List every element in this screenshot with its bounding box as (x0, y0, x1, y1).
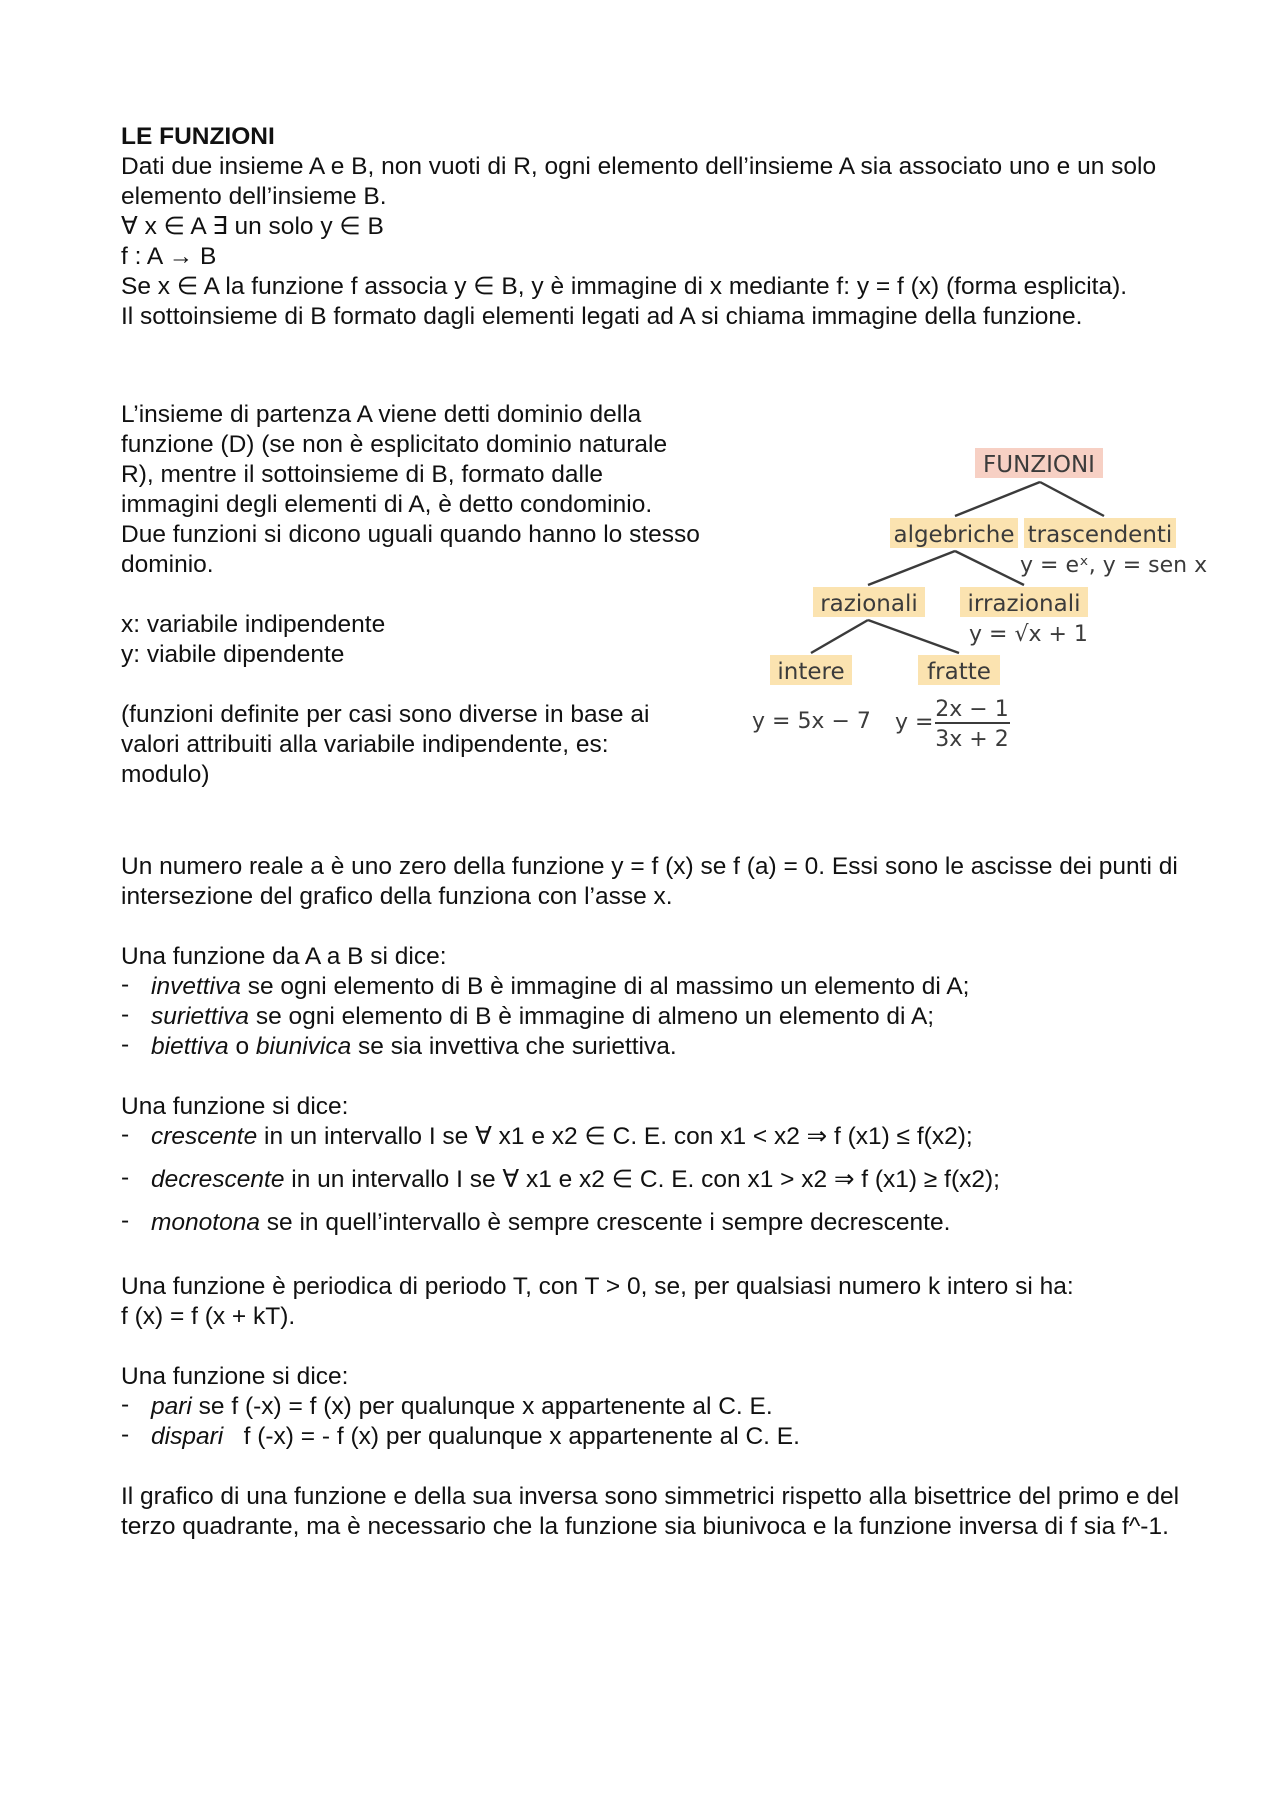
razionali-to-fratte-line (868, 620, 959, 653)
zero-section (121, 852, 1181, 912)
irrazionali-example: y = √x + 1 (969, 622, 1088, 647)
equal-functions-text: Due funzioni si dicono uguali quando hanno lo stesso dominio. (121, 521, 700, 578)
monotone-list (121, 1122, 1181, 1238)
domain-section (121, 400, 701, 790)
algebriche-to-irrazionali-line (955, 551, 1024, 585)
algebriche-label: algebriche (893, 522, 1015, 548)
trascendenti-label: trascendenti (1027, 522, 1173, 548)
intro-definition: Dati due insieme A e B, non vuoti di R, ogni elemento dell’insieme A sia associato uno e un solo elemento dell’insieme B. (121, 153, 1157, 210)
monotone-section (121, 1092, 1181, 1251)
root-label: FUNZIONI (983, 452, 1095, 478)
fratte-y-label: y = (895, 710, 934, 735)
intro-explicit-form: Se x ∈ A la funzione f associa y ∈ B, y è immagine di x mediante f: y = f (x) (forma esplicita). (121, 273, 1128, 300)
list-item-odd: - dispari f (-x) = - f (x) per qualunque x appartenente al C. E. (121, 1422, 1181, 1452)
page-title: LE FUNZIONI (121, 123, 275, 150)
fratte-numerator: 2x − 1 (935, 697, 1009, 722)
algebriche-to-razionali-line (868, 551, 955, 585)
parity-heading: Una funzione si dice: (121, 1363, 349, 1390)
intere-label: intere (777, 659, 845, 685)
periodic-formula: f (x) = f (x + kT). (121, 1303, 296, 1330)
razionali-label: razionali (820, 591, 918, 617)
irrazionali-label: irrazionali (967, 591, 1081, 617)
injective-list (121, 972, 1181, 1062)
list-item-surjective: - suriettiva se ogni elemento di B è immagine di almeno un elemento di A; (121, 1002, 1181, 1032)
inverse-section (121, 1482, 1181, 1542)
injective-section (121, 942, 1181, 1062)
injective-heading: Una funzione da A a B si dice: (121, 943, 447, 970)
list-item-even: - pari se f (-x) = f (x) per qualunque x appartenente al C. E. (121, 1392, 1181, 1422)
root-to-trascendenti-line (1040, 482, 1104, 516)
periodic-section (121, 1272, 1181, 1332)
fratte-denominator: 3x + 2 (935, 727, 1009, 752)
fratte-label: fratte (927, 659, 991, 685)
list-item-injective: - invettiva se ogni elemento di B è immagine di al massimo un elemento di A; (121, 972, 1181, 1002)
functions-classification-diagram (740, 445, 1210, 765)
dependent-variable: y: viabile dipendente (121, 641, 345, 668)
list-item-monotone: - monotona se in quell’intervallo è sempre crescente i sempre decrescente. (121, 1208, 1181, 1238)
intro-image-definition: Il sottoinsieme di B formato dagli elementi legati ad A si chiama immagine della funzione. (121, 303, 1083, 330)
trascendenti-example: y = eˣ, y = sen x (1020, 553, 1208, 578)
intere-example: y = 5x − 7 (752, 709, 871, 734)
parity-section (121, 1362, 1181, 1452)
intro-mapping: f : A → B (121, 243, 217, 270)
root-to-algebriche-line (955, 482, 1040, 516)
periodic-definition: Una funzione è periodica di periodo T, con T > 0, se, per qualsiasi numero k intero si ha: (121, 1273, 1074, 1300)
list-item-bijective: - biettiva o biunivica se sia invettiva che suriettiva. (121, 1032, 1181, 1062)
piecewise-note: (funzioni definite per casi sono diverse in base ai valori attribuiti alla variabile indipendente, es: modulo) (121, 701, 650, 788)
list-item-decreasing: - decrescente in un intervallo I se ∀ x1 e x2 ∈ C. E. con x1 > x2 ⇒ f (x1) ≥ f(x2); (121, 1165, 1181, 1195)
intro-section (121, 122, 1181, 332)
intro-quantifier: ∀ x ∈ A ∃ un solo y ∈ B (121, 213, 384, 240)
razionali-to-intere-line (811, 620, 868, 653)
monotone-heading: Una funzione si dice: (121, 1093, 349, 1120)
zero-definition: Un numero reale a è uno zero della funzione y = f (x) se f (a) = 0. Essi sono le ascisse dei punti di intersezione del grafico della funziona con l’asse x. (121, 853, 1178, 910)
list-item-increasing: - crescente in un intervallo I se ∀ x1 e x2 ∈ C. E. con x1 < x2 ⇒ f (x1) ≤ f(x2); (121, 1122, 1181, 1152)
inverse-text: Il grafico di una funzione e della sua inversa sono simmetrici rispetto alla bisettrice del primo e del terzo quadrante, ma è necessario che la funzione sia biunivoca e la funzione inversa di f sia f^-1. (121, 1483, 1180, 1540)
domain-text: L’insieme di partenza A viene detti dominio della funzione (D) (se non è esplicitato dominio naturale R), mentre il sottoinsieme di B, formato dalle immagini degli elementi di A, è detto condominio. (121, 401, 668, 518)
independent-variable: x: variabile indipendente (121, 611, 386, 638)
parity-list (121, 1392, 1181, 1452)
